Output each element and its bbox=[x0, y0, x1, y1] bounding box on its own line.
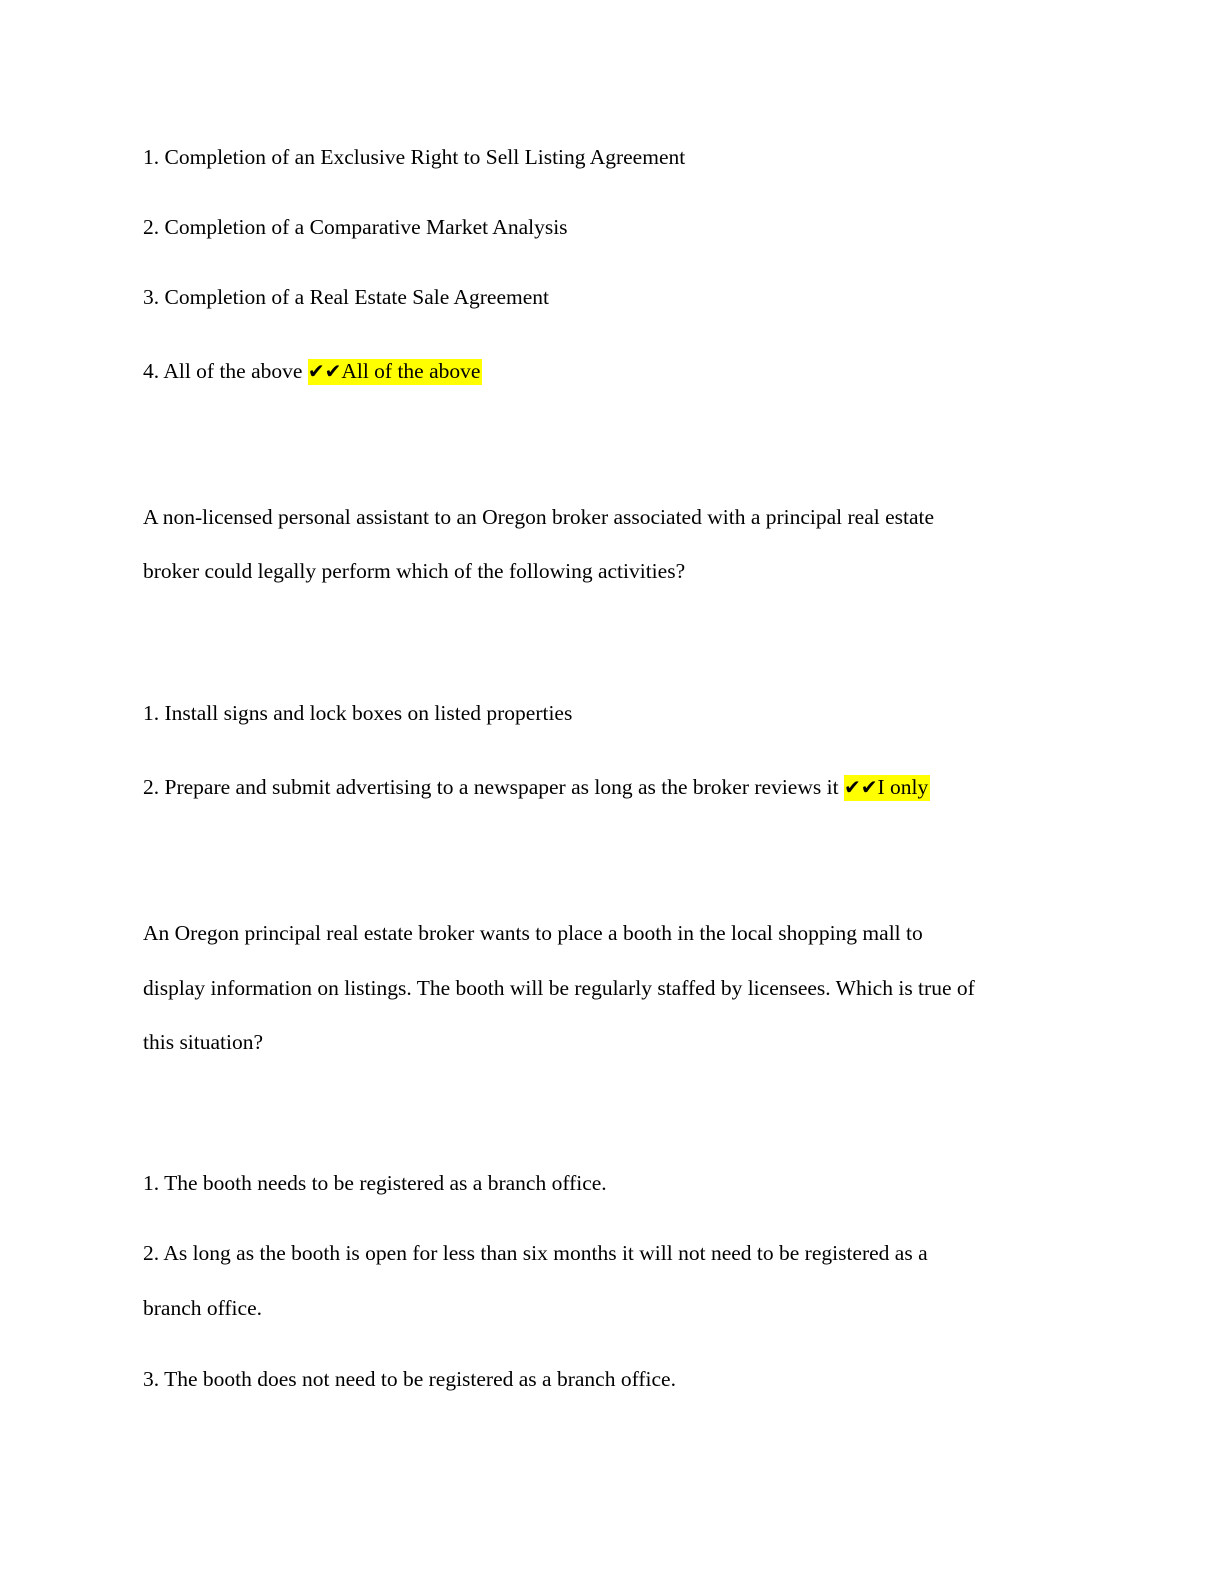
q1-option-1: 1. Completion of an Exclusive Right to Sell Listing Agreement bbox=[143, 145, 686, 169]
q1-answer-highlight bbox=[308, 359, 483, 385]
q1-option-4-row bbox=[143, 356, 482, 386]
q1-option-3: 3. Completion of a Real Estate Sale Agreement bbox=[143, 285, 550, 309]
q2-answer: I only bbox=[877, 775, 929, 799]
q1-option-4: 4. All of the above bbox=[143, 359, 303, 383]
q2-option-1: 1. Install signs and lock boxes on listed properties bbox=[143, 701, 573, 725]
q2-option-2-row bbox=[143, 772, 930, 802]
q2-answer-highlight bbox=[844, 775, 930, 801]
q2-question-line-1: A non-licensed personal assistant to an Oregon broker associated with a principal real estate bbox=[143, 505, 935, 529]
q3-option-1: 1. The booth needs to be registered as a branch office. bbox=[143, 1171, 607, 1195]
q2-option-2: 2. Prepare and submit advertising to a newspaper as long as the broker reviews it bbox=[143, 775, 839, 799]
q2-question-line-2: broker could legally perform which of the following activities? bbox=[143, 559, 686, 583]
q3-option-3: 3. The booth does not need to be registered as a branch office. bbox=[143, 1367, 676, 1391]
double-check-icon: ✔✔ bbox=[307, 359, 342, 383]
q1-answer: All of the above bbox=[341, 359, 481, 383]
q3-option-2: 2. As long as the booth is open for less than six months it will not need to be registered as a bbox=[143, 1241, 928, 1265]
q3-question-line-3: this situation? bbox=[143, 1030, 264, 1054]
double-check-icon: ✔✔ bbox=[843, 775, 878, 799]
q3-option-2-continued: branch office. bbox=[143, 1296, 262, 1320]
q3-question-line-2: display information on listings. The booth will be regularly staffed by licensees. Which is true of bbox=[143, 976, 975, 1000]
q1-option-2: 2. Completion of a Comparative Market Analysis bbox=[143, 215, 568, 239]
q3-question-line-1: An Oregon principal real estate broker wants to place a booth in the local shopping mall to bbox=[143, 921, 923, 945]
